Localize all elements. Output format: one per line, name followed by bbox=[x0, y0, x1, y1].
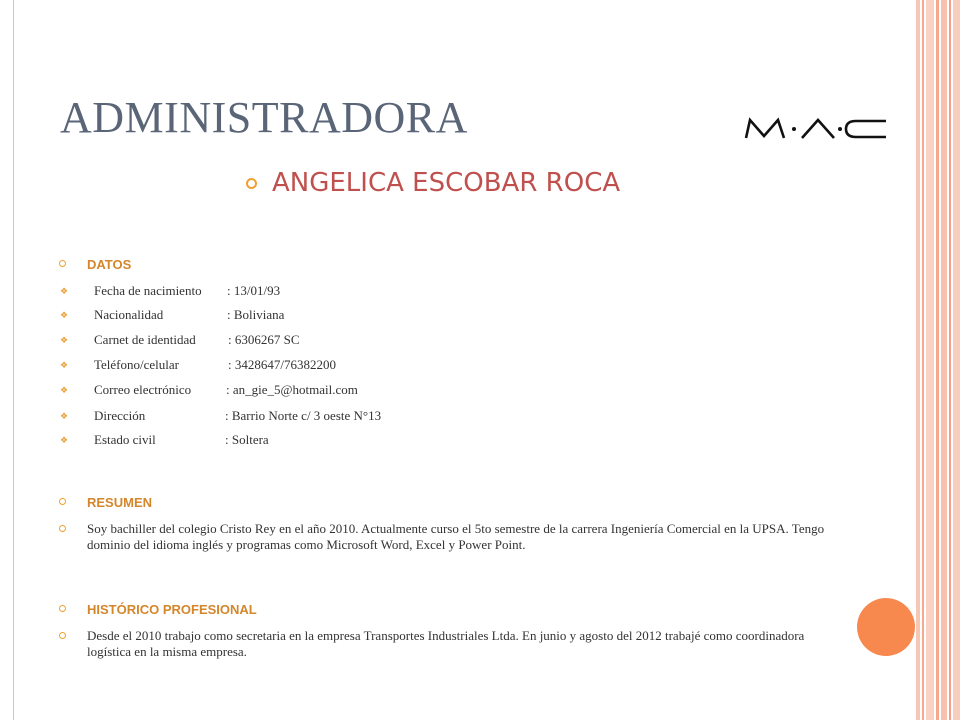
diamond-bullet-icon: ❖ bbox=[60, 360, 69, 370]
datos-bullet-icon bbox=[59, 260, 66, 267]
diamond-bullet-icon: ❖ bbox=[60, 411, 69, 421]
historico-heading: HISTÓRICO PROFESIONAL bbox=[87, 602, 257, 617]
left-frame-border bbox=[0, 0, 14, 720]
diamond-bullet-icon: ❖ bbox=[60, 435, 69, 445]
resumen-text: Soy bachiller del colegio Cristo Rey en el año 2010. Actualmente curso el 5to semestre de la carrera Ingeniería Comercial en la UPSA. Tengo dominio del idioma inglés y programas como Microsoft Word, Excel y Power Point. bbox=[87, 521, 825, 552]
accent-circle bbox=[857, 598, 915, 656]
historico-bullet-icon bbox=[59, 605, 66, 612]
resumen-heading: RESUMEN bbox=[87, 495, 153, 510]
name-bullet-icon bbox=[246, 178, 257, 189]
historico-text-bullet-icon bbox=[59, 632, 66, 639]
candidate-name: ANGELICA ESCOBAR ROCA bbox=[272, 168, 621, 198]
diamond-bullet-icon: ❖ bbox=[60, 286, 69, 296]
historico-text: Desde el 2010 trabajo como secretaria en la empresa Transportes Industriales Ltda. En junio y agosto del 2012 trabajé como coordinadora logística en la misma empresa. bbox=[87, 628, 805, 659]
page-title: ADMINISTRADORA bbox=[60, 93, 468, 142]
diamond-bullet-icon: ❖ bbox=[60, 385, 69, 395]
datos-heading: DATOS bbox=[87, 257, 132, 272]
diamond-bullet-icon: ❖ bbox=[60, 335, 69, 345]
mac-logo bbox=[744, 116, 890, 147]
decorative-stripes bbox=[916, 0, 960, 720]
diamond-bullet-icon: ❖ bbox=[60, 310, 69, 320]
resumen-bullet-icon bbox=[59, 498, 66, 505]
resumen-text-bullet-icon bbox=[59, 525, 66, 532]
